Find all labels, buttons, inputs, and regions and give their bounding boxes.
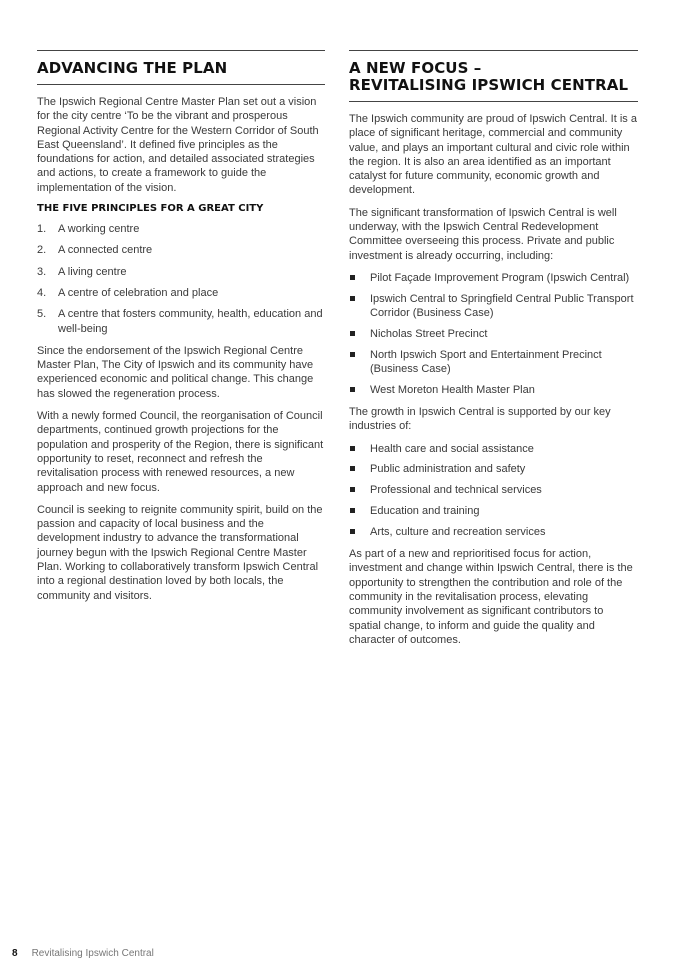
paragraph: The significant transformation of Ipswich Central is well underway, with the Ipswich Central Redevelopment Committee overseeing this process. Private and public investment is already occurring, including: (349, 206, 617, 262)
list-item (349, 383, 638, 397)
list-item (349, 442, 638, 456)
list-item (37, 265, 325, 279)
investment-list (349, 271, 638, 397)
list-item (349, 292, 638, 321)
list-item (37, 222, 325, 236)
top-rule (349, 50, 638, 51)
bullet-icon (350, 387, 355, 392)
item-text: A centre of celebration and place (58, 286, 219, 299)
bullet-icon (350, 466, 355, 471)
list-item (349, 483, 638, 497)
list-item (349, 348, 638, 377)
item-text: A living centre (58, 265, 127, 278)
principles-list (37, 222, 325, 336)
item-text: Arts, culture and recreation services (370, 525, 546, 538)
item-text: A connected centre (58, 244, 153, 257)
section-heading (349, 60, 638, 94)
item-text: Nicholas Street Precinct (370, 327, 488, 340)
paragraph: Since the endorsement of the Ipswich Regional Centre Master Plan, The City of Ipswich and its community have experienced economic and political change. This change has slowed the regeneration process. (37, 344, 314, 400)
bullet-icon (350, 331, 355, 336)
list-item (349, 462, 638, 476)
item-text: Education and training (370, 505, 480, 518)
heading-line: REVITALISING IPSWICH CENTRAL (349, 76, 629, 94)
paragraph: As part of a new and reprioritised focus for action, investment and change within Ipswich Central, there is the opportunity to strengthen the contribution and role of the community in the revitalisation process, elevating community involvement as significant contributors to spatial change, to inform and guide the quality and character of outcomes. (349, 548, 633, 646)
bullet-icon (350, 508, 355, 513)
footer-title: Revitalising Ipswich Central (31, 948, 154, 959)
intro-paragraph: The Ipswich Regional Centre Master Plan set out a vision for the city centre ‘To be the vibrant and prosperous Regional Activity Centre for the Western Corridor of South East Queensland’. It defined five principles as the foundations for action, and detailed associated strategies and actions, to create a framework to guide the implementation of the vision. (37, 96, 319, 194)
item-text: A working centre (58, 223, 140, 236)
right-column (349, 50, 638, 655)
paragraph: The Ipswich community are proud of Ipswich Central. It is a place of significant heritage, commercial and community value, and plays an important cultural and civic role within the region. It is also an area identified as an important catalyst for future community, economic growth and development. (349, 113, 637, 197)
bullet-icon (350, 296, 355, 301)
bullet-icon (350, 446, 355, 451)
bullet-icon (350, 352, 355, 357)
left-column (37, 50, 325, 611)
paragraph: With a newly formed Council, the reorganisation of Council departments, continued growth projections for the population and prosperity of the Region, there is significant opportunity to reset, reconnect and refresh the revitalisation process with renewed resources, a new approach and new focus. (37, 410, 324, 494)
bullet-icon (350, 275, 355, 280)
bullet-icon (350, 529, 355, 534)
industries-list (349, 442, 638, 539)
item-number: 2. (37, 244, 47, 257)
list-item (349, 504, 638, 518)
item-number: 4. (37, 286, 47, 299)
paragraph: The growth in Ipswich Central is supported by our key industries of: (349, 406, 611, 433)
list-item (37, 286, 325, 300)
page-number: 8 (12, 948, 18, 959)
top-rule (37, 50, 325, 51)
principles-subheading: THE FIVE PRINCIPLES FOR A GREAT CITY (37, 203, 264, 215)
item-text: Health care and social assistance (370, 442, 534, 455)
item-text: Pilot Façade Improvement Program (Ipswich Central) (370, 271, 630, 284)
item-text: Ipswich Central to Springfield Central Public Transport Corridor (Business Case) (370, 292, 634, 320)
heading-line: A NEW FOCUS – (349, 59, 482, 77)
list-item (37, 307, 325, 336)
heading-rule (349, 101, 638, 102)
page-footer (12, 948, 154, 959)
item-text: A centre that fosters community, health, education and well-being (58, 308, 323, 335)
list-item (349, 271, 638, 285)
section-heading: ADVANCING THE PLAN (37, 59, 228, 77)
item-number: 5. (37, 308, 47, 321)
heading-rule (37, 84, 325, 85)
item-number: 1. (37, 223, 47, 236)
list-item (349, 327, 638, 341)
item-text: West Moreton Health Master Plan (370, 383, 535, 396)
list-item (37, 243, 325, 257)
paragraph: Council is seeking to reignite community spirit, build on the passion and capacity of local business and the development industry to advance the transformational journey begun with the Ipswich Regional Centre Master Plan. Working to collaboratively transform Ipswich Central into a regional destination loved by both locals, the community and visitors. (37, 503, 323, 602)
item-text: North Ipswich Sport and Entertainment Precinct (Business Case) (370, 348, 602, 375)
item-text: Public administration and safety (370, 463, 526, 476)
bullet-icon (350, 487, 355, 492)
list-item (349, 525, 638, 539)
item-number: 3. (37, 265, 47, 278)
item-text: Professional and technical services (370, 484, 542, 497)
